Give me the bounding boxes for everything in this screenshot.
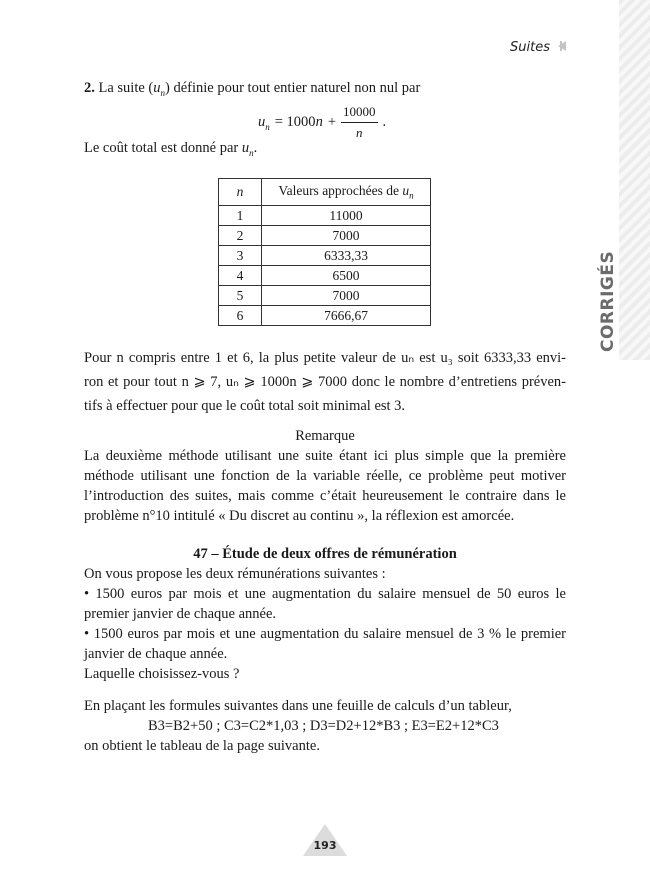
side-tab-label: CORRIGÉS [598, 250, 618, 352]
option-2: • 1500 euros par mois et une augmentation du salaire mensuel de 3 % le premier janvier de chaque année. [84, 626, 566, 662]
sequence-formula: $u_n$ = 1000 n + $\frac{10000}{n}$ . [258, 104, 387, 140]
table-header-row: n Valeurs approchées de $u_n$ [219, 179, 431, 206]
exercise-intro: On vous propose les deux rémunérations suivantes : [84, 566, 386, 582]
question: Laquelle choisissez-vous ? [84, 666, 240, 682]
table-row: 3 6333,33 [219, 246, 431, 266]
option-1: • 1500 euros par mois et une augmentation du salaire mensuel de 50 euros le premier janvier de chaque année. [84, 586, 566, 622]
running-header [510, 40, 566, 55]
cost-sentence: Le coût total est donné par $u_n$. [84, 140, 258, 158]
decorative-side-strip [619, 0, 650, 360]
formula-outro: on obtient le tableau de la page suivante. [84, 738, 320, 754]
spreadsheet-formulas: B3=B2+50 ; C3=C2*1,03 ; D3=D2+12*B3 ; E3=E2+12*C3 [148, 718, 499, 734]
values-table [218, 178, 431, 326]
table-row: 4 6500 [219, 266, 431, 286]
section-title: Suites [510, 40, 550, 55]
conclusion-line-1: Pour n compris entre 1 et 6, la plus petite valeur de uₙ est u₃ soit 6333,33 envi- [84, 350, 566, 366]
conclusion-line-3: tifs à effectuer pour que le coût total soit minimal est 3. [84, 398, 406, 414]
fraction: $\frac{10000}{n}$ [343, 104, 376, 140]
table-row: 5 7000 [219, 286, 431, 306]
remark-title: Remarque [295, 428, 355, 444]
table-row: 2 7000 [219, 226, 431, 246]
remark-body: La deuxième méthode utilisant une suite étant ici plus simple que la première méthode utilisant une fonction de la variable réelle, ce problème peut motiver l’introduction des suites, mais comme c’était heureusement le contraire dans le problème n°10 intitulé « Du discret au continu », la réflexion est amorcée. [84, 448, 566, 524]
part2-intro: 2. La suite $(u_n)$ définie pour tout entier naturel non nul par [84, 80, 421, 98]
formula-intro: En plaçant les formules suivantes dans une feuille de calculs d’un tableur, [84, 698, 512, 714]
exercise-title: 47 – Étude de deux offres de rémunération [193, 546, 457, 562]
page-number: 193 [313, 839, 337, 852]
conclusion-line-2: ron et pour tout n ⩾ 7, uₙ ⩾ 1000n ⩾ 7000 donc le nombre d’entretiens préven- [84, 374, 566, 390]
table-row: 6 7666,67 [219, 306, 431, 326]
table-row: 1 11000 [219, 206, 431, 226]
triangle-marker-icon [558, 40, 566, 55]
